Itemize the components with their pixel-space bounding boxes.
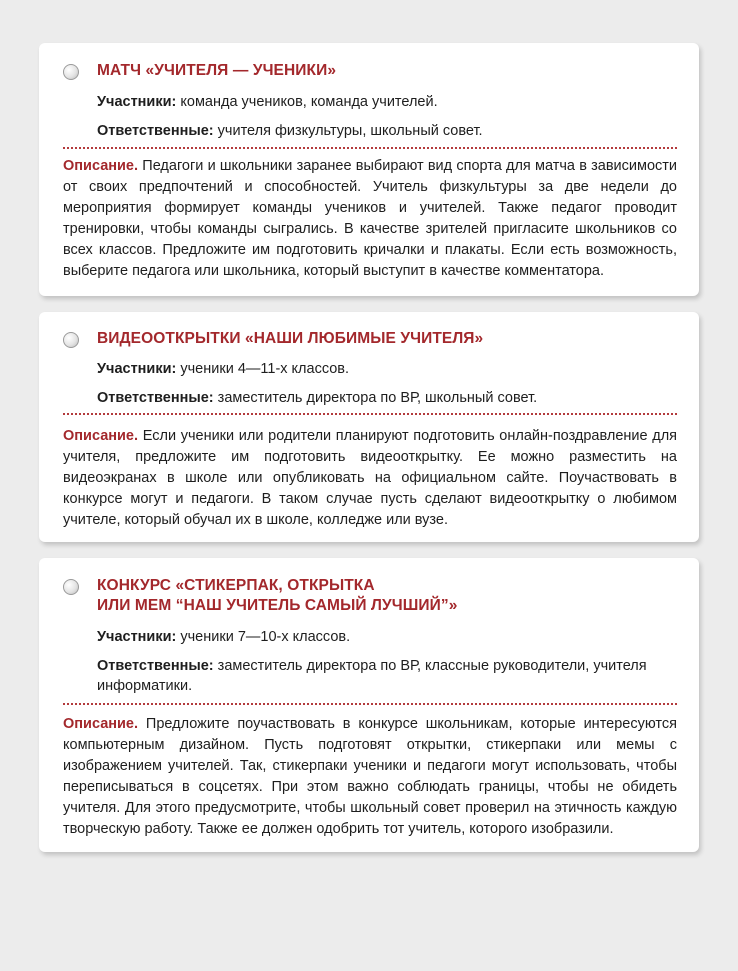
description-label: Описание.	[63, 158, 139, 174]
card-title: МАТЧ «УЧИТЕЛЯ — УЧЕНИКИ»	[97, 62, 337, 79]
description-label: Описание.	[63, 716, 139, 732]
circle-bullet-icon	[63, 579, 79, 595]
description-text: Педагоги и школьники заранее выбирают вид спорта для матча в зависимости от своих предпочтений и способностей. Учитель физкультуры за две недели до мероприятия формирует команды учеников и учителей. Также педагог проводит тренировки, чтобы команды сыгрались. В качестве зрителей пригласите школьников со всех классов. Предложите им подготовить кричалки и плакаты. Если есть возможность, выберите педагога или школьника, который выступит в качестве комментатора.	[63, 158, 678, 279]
responsible-label: Ответственные:	[97, 123, 214, 139]
participants-line	[97, 627, 350, 647]
participants-label: Участники:	[97, 361, 177, 377]
participants-line	[97, 92, 438, 112]
description-text: Предложите поучаствовать в конкурсе школьникам, которые интересуются компьютерным дизайном. Пусть подготовят открытки, стикерпаки или мемы с изображением учителей. Так, стикерпаки ученики и педагоги могут использовать, чтобы переписываться в соцсетях. При этом важно соблюдать границы, чтобы не обидеть учителя. Для этого предусмотрите, чтобы школьный совет проверил на этичность каждую творческую работу. Также ее должен одобрить тот учитель, которого изобразили.	[63, 716, 678, 837]
responsible-value: учителя физкультуры, школьный совет.	[217, 123, 483, 139]
dotted-divider	[63, 703, 677, 705]
participants-line	[97, 359, 349, 379]
description	[63, 714, 677, 840]
description-text: Если ученики или родители планируют подготовить онлайн-поздравление для учителя, предложите им подготовить видеооткрытку. Ее можно разместить на видеоэкранах в школе или опубликовать на официальном сайте. Поучаствовать в конкурсе могут и педагоги. В таком случае пусть сделают видеооткрытку о любимом учителе, который обучал их в школе, колледже или вузе.	[63, 428, 678, 528]
circle-bullet-icon	[63, 64, 79, 80]
event-card-stickerpack-contest	[39, 558, 699, 852]
responsible-line	[97, 388, 537, 408]
circle-bullet-icon	[63, 332, 79, 348]
description	[63, 156, 677, 282]
participants-value: команда учеников, команда учителей.	[180, 94, 438, 110]
responsible-line	[97, 656, 677, 696]
description-label: Описание.	[63, 428, 139, 444]
responsible-value: заместитель директора по ВР, классные руководители, учителя информатики.	[97, 658, 647, 694]
participants-label: Участники:	[97, 94, 177, 110]
dotted-divider	[63, 413, 677, 415]
responsible-label: Ответственные:	[97, 658, 214, 674]
responsible-label: Ответственные:	[97, 390, 214, 406]
card-title: ВИДЕООТКРЫТКИ «НАШИ ЛЮБИМЫЕ УЧИТЕЛЯ»	[97, 330, 484, 347]
event-card-sports-match	[39, 43, 699, 296]
responsible-value: заместитель директора по ВР, школьный совет.	[217, 390, 538, 406]
card-title-line-1: КОНКУРС «СТИКЕРПАК, ОТКРЫТКА	[97, 577, 375, 594]
dotted-divider	[63, 147, 677, 149]
participants-value: ученики 4—11-х классов.	[180, 361, 350, 377]
card-title	[97, 576, 457, 616]
responsible-line	[97, 121, 483, 141]
event-card-video-postcards	[39, 312, 699, 542]
participants-label: Участники:	[97, 629, 177, 645]
participants-value: ученики 7—10-х классов.	[180, 629, 351, 645]
description	[63, 426, 677, 531]
card-title-line-2: ИЛИ МЕМ “НАШ УЧИТЕЛЬ САМЫЙ ЛУЧШИЙ”»	[97, 597, 458, 614]
